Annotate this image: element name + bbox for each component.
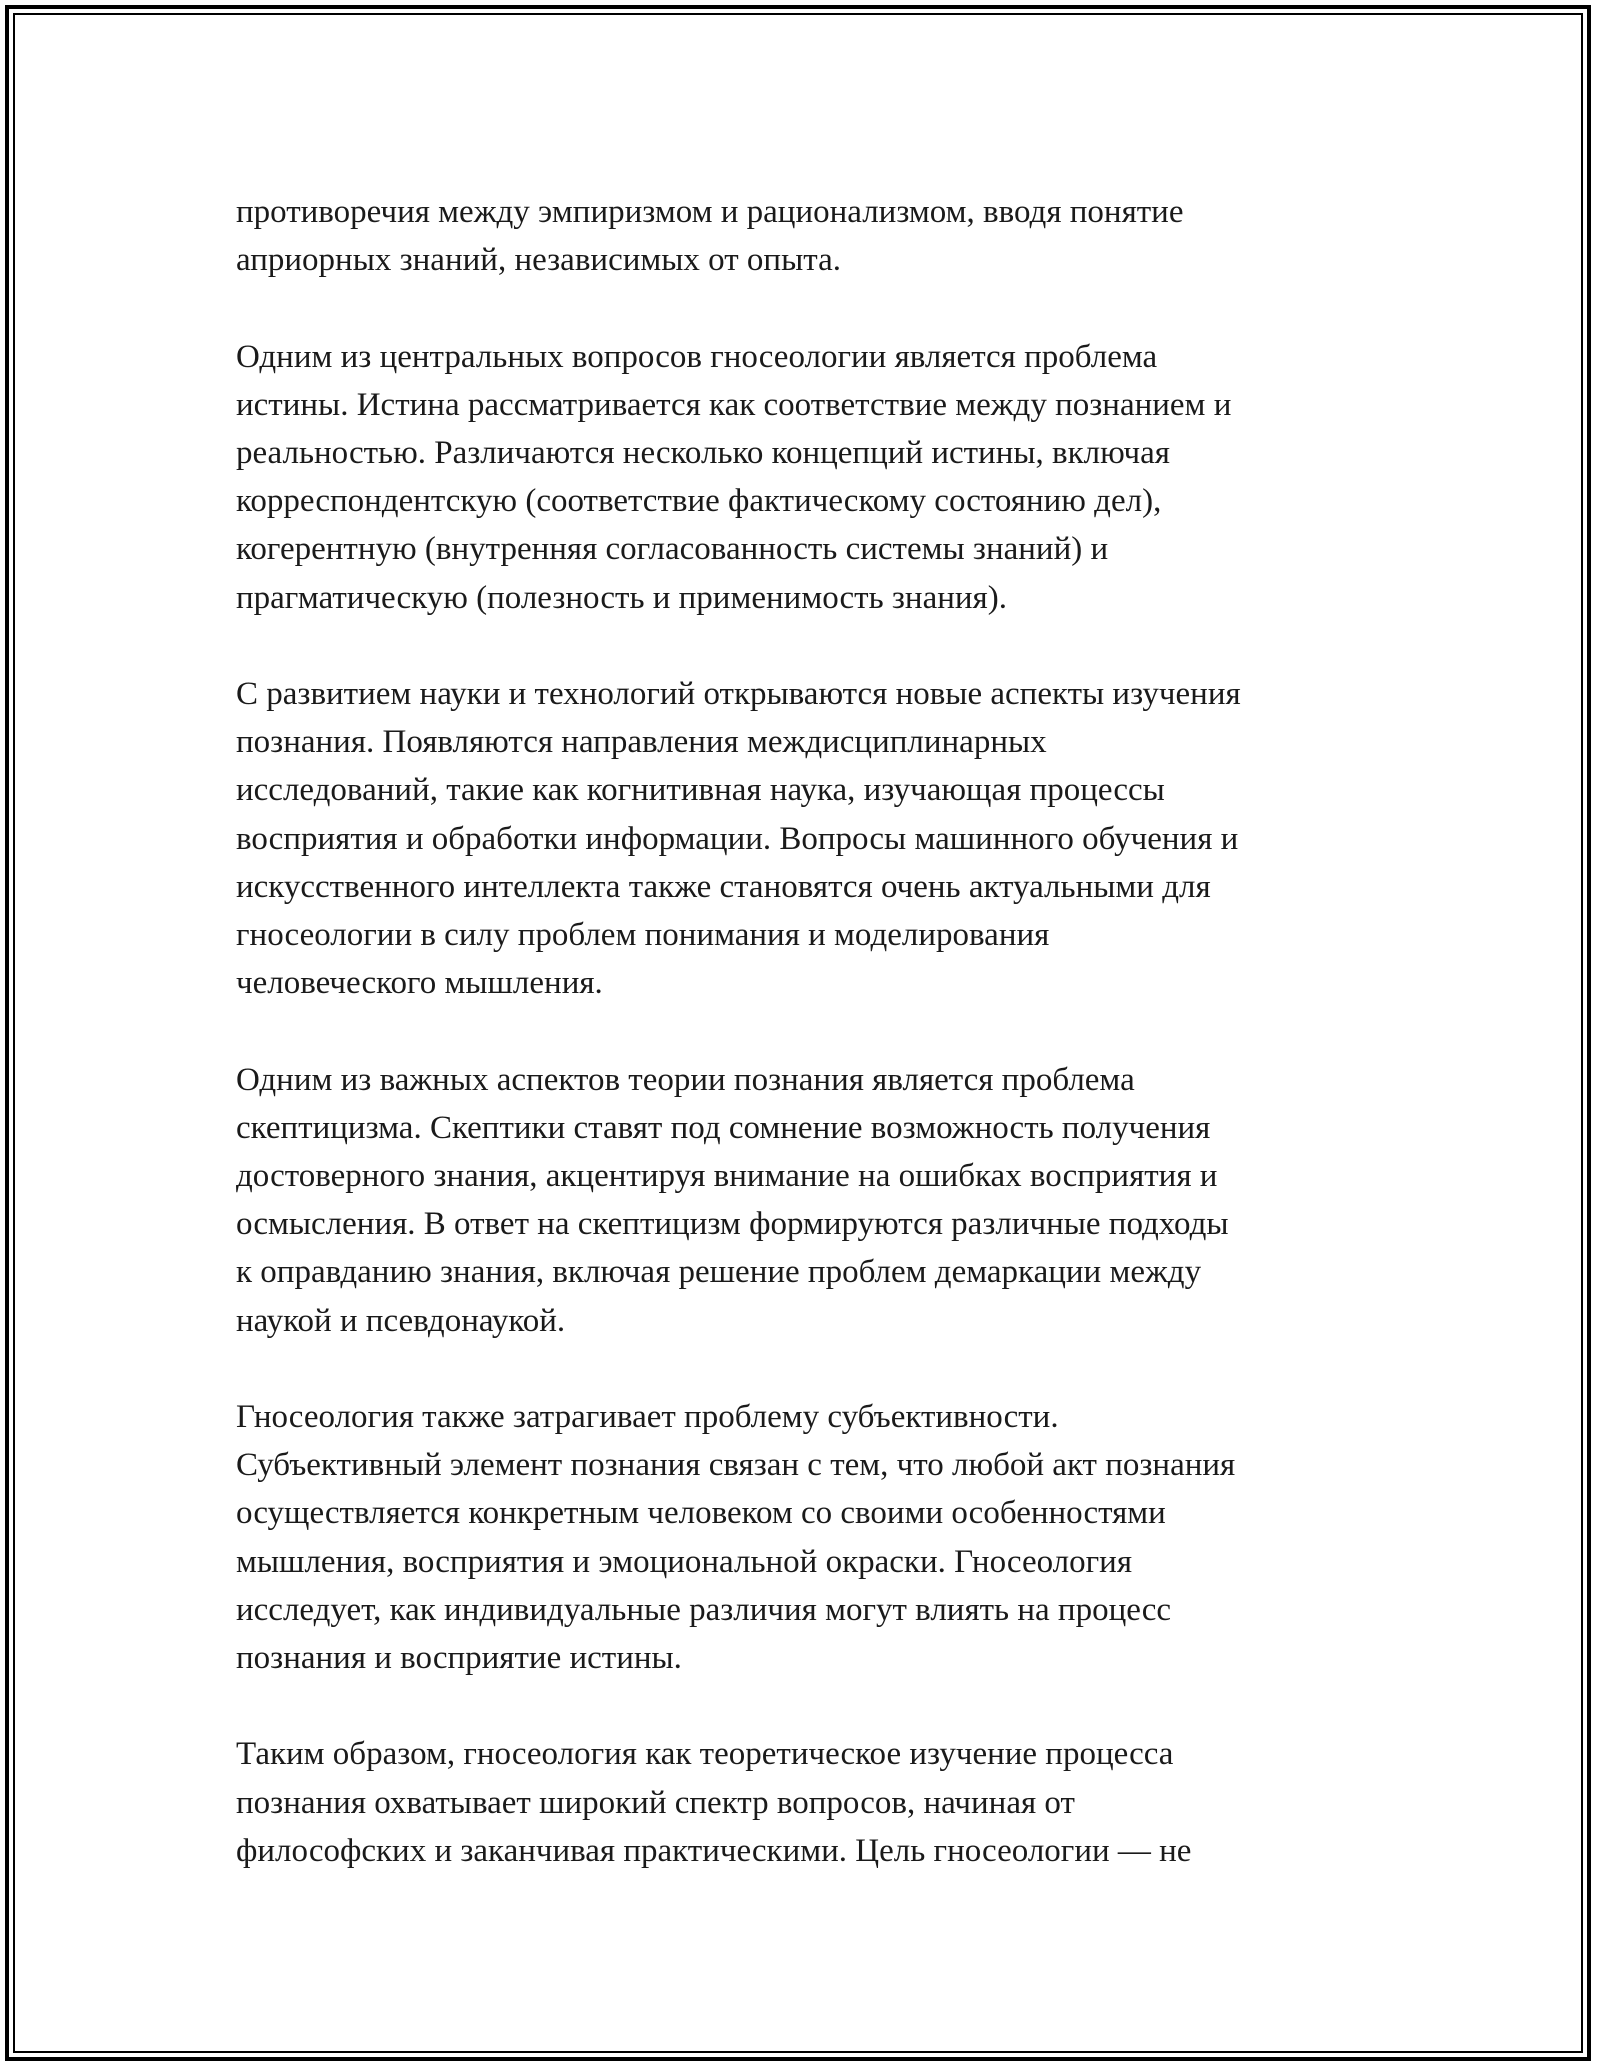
text-line: познания и восприятие истины. <box>236 1640 682 1677</box>
paragraph-1 <box>236 188 1416 284</box>
text-line: С развитием науки и технологий открываются новые аспекты изучения <box>236 676 1241 712</box>
text-line: познания. Появляются направления междисциплинарных <box>236 724 1047 761</box>
text-line: человеческого мышления. <box>236 965 603 1002</box>
text-line: достоверного знания, акцентируя внимание на ошибках восприятия и <box>236 1158 1218 1195</box>
text-line: искусственного интеллекта также становятся очень актуальными для <box>236 868 1211 905</box>
text-line: осмысления. В ответ на скептицизм формируются различные подходы <box>236 1206 1229 1243</box>
text-line: истины. Истина рассматривается как соответствие между познанием и <box>236 386 1232 423</box>
text-line: Таким образом, гносеология как теоретическое изучение процесса <box>236 1736 1174 1773</box>
text-line: осуществляется конкретным человеком со своими особенностями <box>236 1495 1166 1532</box>
paragraph-5 <box>236 1393 1416 1682</box>
text-line: противоречия между эмпиризмом и рационализмом, вводя понятие <box>236 194 1184 230</box>
text-line: Гносеология также затрагивает проблему субъективности. <box>236 1399 1059 1436</box>
text-line: скептицизма. Скептики ставят под сомнение возможность получения <box>236 1109 1211 1146</box>
text-line: познания охватывает широкий спектр вопросов, начиная от <box>236 1784 1075 1821</box>
text-line: мышления, восприятия и эмоциональной окраски. Гносеология <box>236 1543 1133 1580</box>
paragraph-6 <box>236 1730 1416 1875</box>
text-line: корреспондентскую (соответствие фактическому состоянию дел), <box>236 483 1162 520</box>
text-line: философских и заканчивая практическими. Цель гносеологии — не <box>236 1832 1192 1869</box>
text-line: гносеологии в силу проблем понимания и моделирования <box>236 917 1050 954</box>
paragraph-2 <box>236 333 1416 622</box>
text-line: к оправданию знания, включая решение проблем демаркации между <box>236 1254 1202 1291</box>
text-line: реальностью. Различаются несколько концепций истины, включая <box>236 435 1170 471</box>
paragraph-3 <box>236 670 1416 1007</box>
text-line: априорных знаний, независимых от опыта. <box>236 242 841 279</box>
text-line: когерентную (внутренняя согласованность системы знаний) и <box>236 531 1109 568</box>
text-line: исследует, как индивидуальные различия могут влиять на процесс <box>236 1591 1171 1628</box>
text-line: наукой и псевдонаукой. <box>236 1302 566 1339</box>
text-line: прагматическую (полезность и применимость знания). <box>236 579 1007 616</box>
text-line: восприятия и обработки информации. Вопросы машинного обучения и <box>236 820 1239 857</box>
document-body <box>236 188 1416 1923</box>
text-line: Одним из важных аспектов теории познания является проблема <box>236 1061 1135 1098</box>
paragraph-4 <box>236 1056 1416 1345</box>
text-line: Одним из центральных вопросов гносеологии является проблема <box>236 338 1158 375</box>
text-line: Субъективный элемент познания связан с тем, что любой акт познания <box>236 1447 1236 1484</box>
text-line: исследований, такие как когнитивная наука, изучающая процессы <box>236 772 1165 809</box>
